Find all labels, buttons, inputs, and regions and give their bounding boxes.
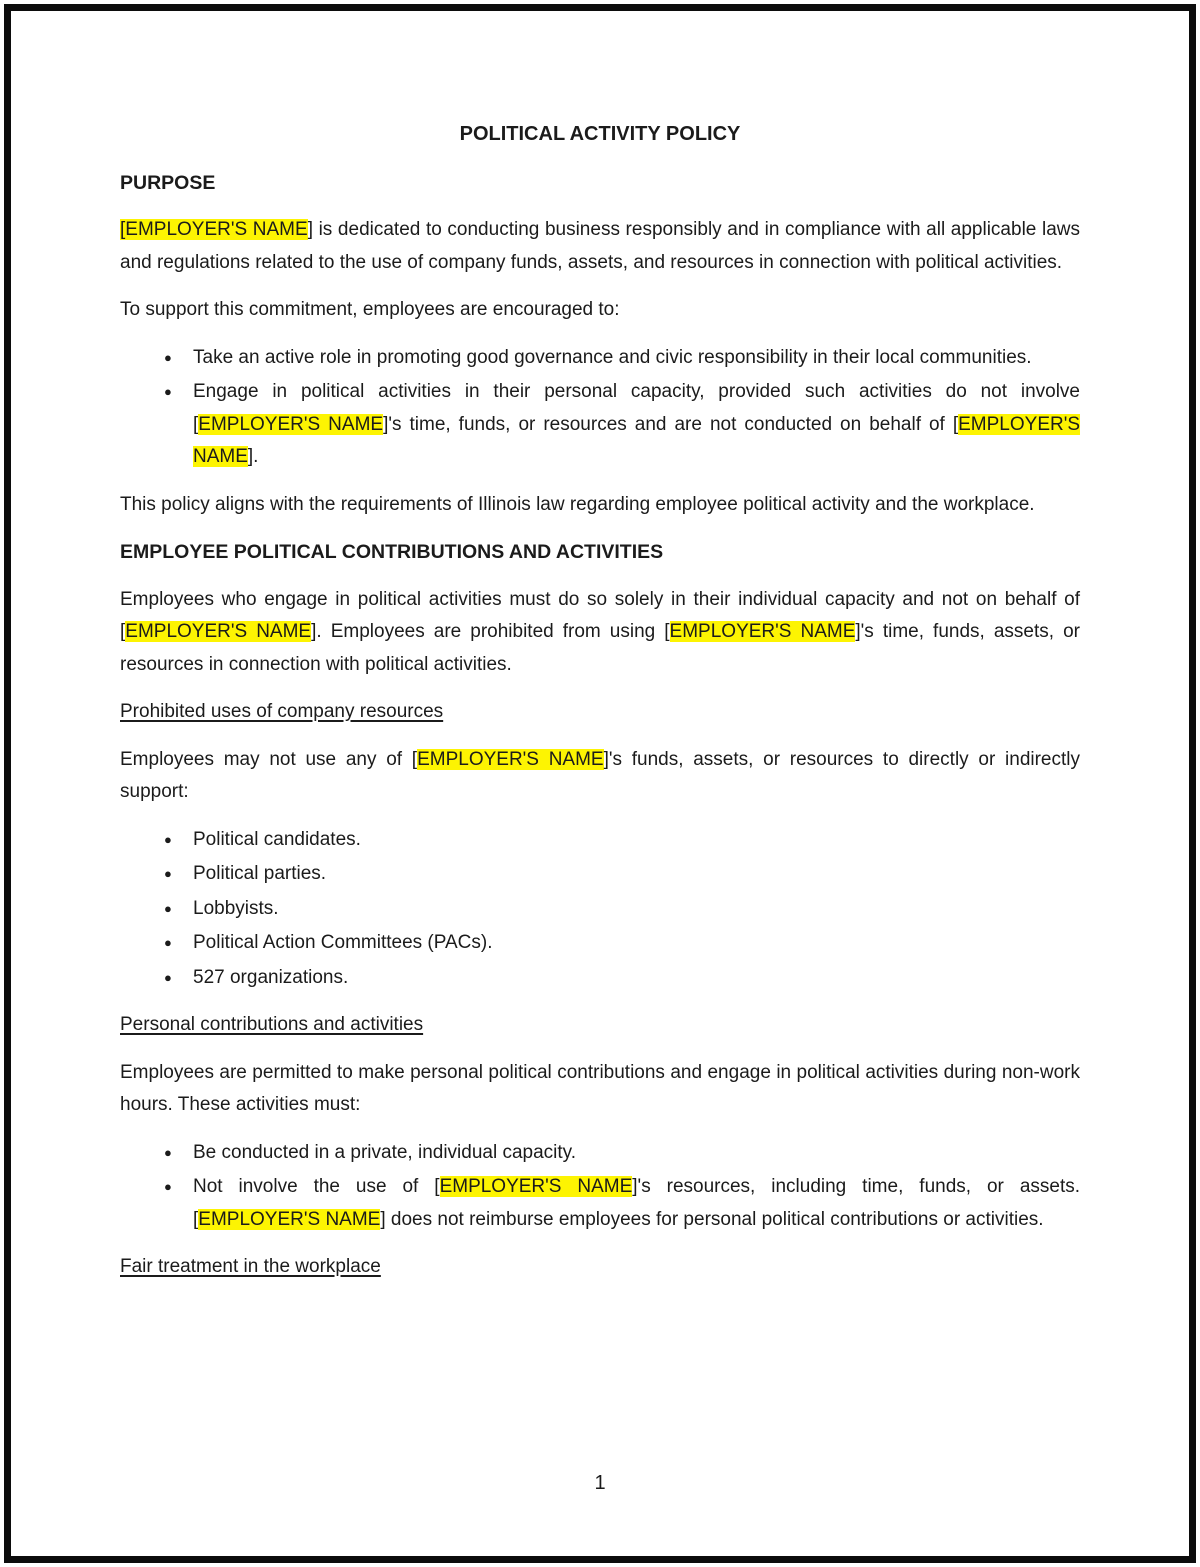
paragraph-illinois-note: This policy aligns with the requirements of Illinois law regarding employee political activity and the workplace. — [120, 493, 1035, 515]
list-item — [120, 824, 1080, 857]
subheading-text: Personal contributions and activities — [120, 1014, 424, 1035]
paragraph-prohibited-lead — [120, 744, 1080, 809]
bullet-icon: ● — [164, 900, 172, 916]
list-item — [120, 962, 1080, 995]
list-item — [120, 893, 1080, 926]
paragraph-personal-lead: Employees are permitted to make personal political contributions and engage in political activities during non-work hours. These activities must: — [120, 1061, 1080, 1115]
bullet-icon: ● — [164, 349, 172, 365]
employer-name-highlight: EMPLOYER'S NAME — [417, 748, 604, 770]
list-item-text: ]'s resources, including time, funds, or assets. [ — [193, 1176, 1081, 1230]
list-item-text: Take an active role in promoting good governance and civic responsibility in their local communities. — [193, 346, 1032, 368]
paragraph-contributions-intro — [120, 584, 1080, 682]
paragraph-commitment-lead: To support this commitment, employees are encouraged to: — [120, 299, 620, 320]
bullet-list-prohibited — [120, 824, 1080, 995]
bullet-icon: ● — [164, 866, 172, 881]
subheading-personal-contributions — [120, 1009, 1080, 1042]
list-item-text: Lobbyists. — [193, 897, 279, 919]
list-item-text: Political Action Committees (PACs). — [193, 932, 493, 953]
document-title: POLITICAL ACTIVITY POLICY — [459, 123, 741, 145]
bullet-icon: ● — [164, 969, 172, 985]
list-item-text: Political candidates. — [193, 828, 361, 850]
bullet-icon: ● — [164, 384, 172, 399]
bullet-list-commitments — [120, 342, 1080, 474]
list-item — [120, 927, 1080, 960]
list-item — [120, 858, 1080, 891]
list-item-text: Not involve the use of [ — [193, 1176, 440, 1197]
paragraph-text: ]. Employees are prohibited from using [ — [311, 621, 670, 642]
employer-name-highlight: [EMPLOYER'S NAME — [120, 219, 308, 240]
employer-name-highlight: EMPLOYER'S NAME — [193, 413, 1081, 467]
bullet-icon: ● — [164, 1144, 172, 1160]
section-heading-contributions: EMPLOYEE POLITICAL CONTRIBUTIONS AND ACTIVITIES — [120, 541, 664, 563]
list-item-text: Engage in political activities in their personal capacity, provided such activities do not involve [ — [193, 381, 1080, 435]
bullet-icon: ● — [164, 1179, 172, 1194]
employer-name-highlight: EMPLOYER'S NAME — [125, 621, 312, 642]
bullet-icon: ● — [164, 935, 172, 950]
bullet-icon: ● — [164, 831, 172, 847]
employer-name-highlight: EMPLOYER'S NAME — [669, 621, 856, 642]
list-item-text: ] does not reimburse employees for personal political contributions or activities. — [380, 1208, 1044, 1230]
list-item — [120, 1171, 1080, 1236]
document-page — [120, 118, 1080, 1299]
list-item-text: ]. — [247, 446, 259, 467]
employer-name-highlight: EMPLOYER'S NAME — [198, 1208, 381, 1230]
list-item — [120, 376, 1080, 474]
employer-name-highlight: EMPLOYER'S NAME — [439, 1176, 633, 1197]
paragraph-text: ]'s time, funds, assets, or resources in connection with political activities. — [120, 621, 1080, 675]
list-item-text: 527 organizations. — [193, 966, 349, 988]
subheading-fair-treatment — [120, 1251, 1080, 1284]
paragraph-purpose-intro — [120, 214, 1080, 279]
employer-name-highlight: EMPLOYER'S NAME — [198, 413, 384, 435]
list-item-text: Be conducted in a private, individual capacity. — [193, 1141, 577, 1163]
section-heading-purpose: PURPOSE — [120, 171, 216, 194]
paragraph-text: ]'s funds, assets, or resources to directly or indirectly support: — [120, 748, 1080, 802]
page-number: 1 — [594, 1472, 606, 1494]
subheading-text: Prohibited uses of company resources — [120, 701, 444, 722]
list-item-text: ]'s time, funds, or resources and are not conducted on behalf of [ — [383, 413, 959, 435]
paragraph-text: ] is dedicated to conducting business responsibly and in compliance with all applicable laws and regulations related to the use of company funds, assets, and resources in connection with political activities. — [120, 219, 1080, 273]
subheading-text: Fair treatment in the workplace — [120, 1256, 381, 1277]
list-item — [120, 1137, 1080, 1170]
subheading-prohibited-uses — [120, 696, 1080, 729]
list-item — [120, 342, 1080, 375]
list-item-text: Political parties. — [193, 863, 327, 884]
paragraph-text: Employees who engage in political activities must do so solely in their individual capacity and not on behalf of [ — [120, 588, 1080, 642]
paragraph-text: Employees may not use any of [ — [120, 748, 418, 770]
bullet-list-personal — [120, 1137, 1080, 1237]
